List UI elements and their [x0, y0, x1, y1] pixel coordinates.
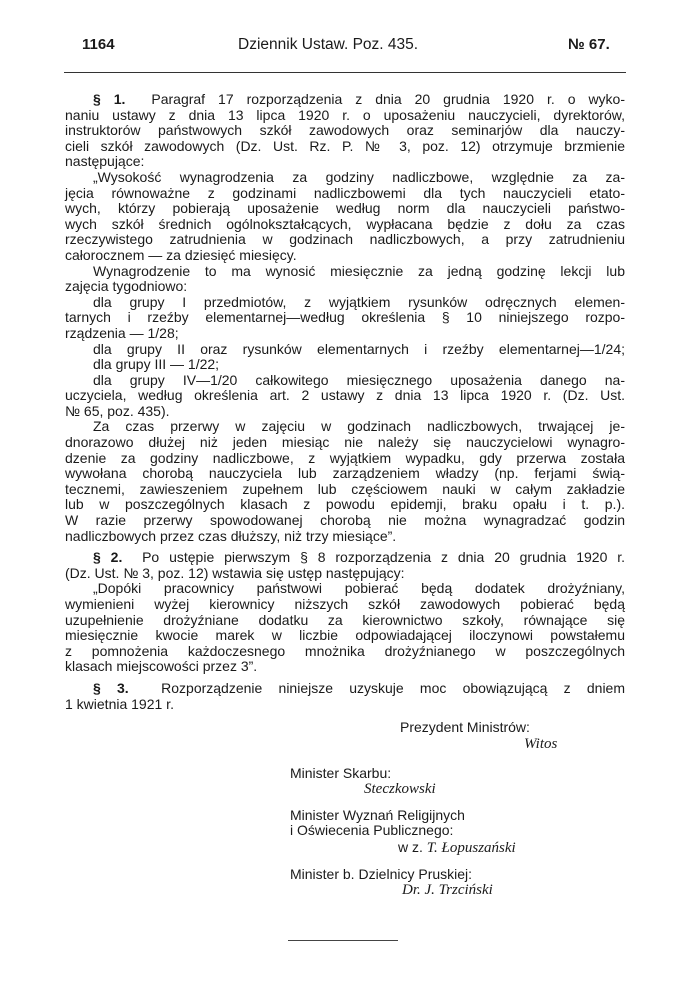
- line: następujące:: [65, 153, 145, 170]
- issue-number: № 67.: [568, 36, 610, 53]
- line: lub w poszczególnych klasach z powodu epidemji, braku opału i t. p.).: [65, 496, 625, 513]
- line: nadliczbowych przez czas dłuższy, niż trzy miesiące”.: [65, 527, 397, 544]
- signature-prefix: w z.: [398, 839, 423, 855]
- line: dla grupy IV—1/20 całkowitego miesięcznego uposażenia danego na-: [93, 371, 625, 388]
- signature-name: T. Łopuszański: [426, 840, 516, 856]
- document-body: [65, 92, 625, 712]
- line: miesięcznie kwocie marek w liczbie odpowiadającej iloczynowi powstałemu: [65, 627, 625, 644]
- line: dnorazowo dłużej niż jeden miesiąc nie należy się nauczycielowi wynagro-: [65, 434, 625, 451]
- section-mark: § 3.: [93, 679, 129, 696]
- text: Po ustępie pierwszym § 8 rozporządzenia z dnia 20 grudnia 1920 r.: [142, 549, 626, 566]
- line: z pomnożenia każdoczesnego mnożnika drożyźnianego w poszczególnych: [65, 642, 625, 659]
- signature-title: Minister b. Dzielnicy Pruskiej:: [290, 866, 473, 882]
- journal-title: Dziennik Ustaw. Poz. 435.: [238, 36, 419, 53]
- signature-name: Steczkowski: [364, 781, 436, 797]
- signature-title: Prezydent Ministrów:: [400, 719, 530, 735]
- line: zajęcia tygodniowo:: [65, 278, 188, 295]
- closing-rule: [288, 940, 398, 941]
- line: wych szkół średnich ogólnokształcących, wypłacana będzie z dołu za czas: [65, 215, 625, 232]
- line: rządzenia — 1/28;: [65, 324, 179, 341]
- signature-name: Witos: [524, 736, 558, 752]
- line: (Dz. Ust. № 3, poz. 12) wstawia się ustęp następujący:: [65, 564, 405, 581]
- paragraph-3-line: [65, 681, 625, 697]
- line: cieli szkół zawodowych (Dz. Ust. Rz. P. № 3, poz. 12) otrzymuje brzmienie: [65, 137, 625, 154]
- line: klasach miejscowości przez 3”.: [65, 658, 258, 675]
- line: Za czas przerwy w zajęciu w godzinach nadliczbowych, trwającej je-: [93, 418, 625, 435]
- signature-title: Minister Wyznań Religijnych: [290, 807, 465, 823]
- line: dla grupy I przedmiotów, z wyjątkiem rysunków odręcznych elemen-: [93, 293, 625, 310]
- line: W razie przerwy spowodowanej chorobą nie można wynagradzać godzin: [65, 512, 625, 529]
- signature-title: Minister Skarbu:: [290, 765, 392, 781]
- line: dzenie za godziny nadliczbowe, z wyjątkiem wypadku, gdy przerwa została: [65, 449, 625, 466]
- paragraph-1-line: [65, 92, 625, 108]
- text: Paragraf 17 rozporządzenia z dnia 20 grudnia 1920 r. o wyko-: [151, 91, 626, 107]
- line: rzeczywistego zatrudnienia w godzinach nadliczbowych, a przy zatrudnieniu: [65, 231, 625, 248]
- section-mark: § 1.: [93, 91, 126, 107]
- line: № 65, poz. 435).: [65, 402, 170, 419]
- line: wywołana chorobą nauczyciela lub zarządzeniem władzy (np. ferjami świą-: [65, 465, 625, 482]
- line: 1 kwietnia 1921 r.: [65, 695, 174, 712]
- line: uczyciela, według określenia art. 2 ustawy z dnia 13 lipca 1920 r. (Dz. Ust.: [65, 387, 625, 404]
- line: uzupełnienie drożyźniane dodatku za kierownictwo szkoły, równające się: [65, 611, 625, 628]
- line: całorocznem — za dziesięć miesięcy.: [65, 246, 297, 263]
- signature-name: Dr. J. Trzciński: [402, 882, 493, 898]
- line: naniu ustawy z dnia 13 lipca 1920 r. o uposażeniu nauczycieli, dyrektorów,: [65, 106, 625, 123]
- line: „Dopóki pracownicy państwowi pobierać będą dodatek drożyźniany,: [93, 580, 625, 597]
- line: jęcia równoważne z godzinami nadliczbowemi dla tych nauczycieli etato-: [65, 184, 625, 201]
- signature-line: [398, 839, 516, 857]
- section-mark: § 2.: [93, 549, 123, 566]
- line: dla grupy II oraz rysunków elementarnych i rzeźby elementarnej—1/24;: [93, 340, 625, 357]
- paragraph-2-line: [65, 550, 625, 566]
- text: Rozporządzenie niniejsze uzyskuje moc obowiązującą z dniem: [161, 679, 625, 696]
- line: wymienieni wyżej kierownicy niższych szkół zawodowych pobierać będą: [65, 596, 625, 612]
- page-number: 1164: [82, 36, 115, 53]
- line: „Wysokość wynagrodzenia za godziny nadliczbowe, względnie za za-: [93, 168, 625, 185]
- line: Wynagrodzenie to ma wynosić miesięcznie za jedną godzinę lekcji lub: [93, 262, 625, 279]
- line: tecznemi, zawieszeniem zupełnem lub częściowem nauki w całym zakładzie: [65, 480, 625, 497]
- signature-title: i Oświecenia Publicznego:: [290, 822, 454, 838]
- line: wych, którzy pobierają uposażenie według norm dla nauczycieli państwo-: [65, 200, 625, 217]
- header-rule: [64, 72, 626, 73]
- line: tarnych i rzeźby elementarnej—według określenia § 10 niniejszego rozpo-: [65, 309, 625, 326]
- line: dla grupy III — 1/22;: [93, 356, 220, 373]
- line: instruktorów państwowych szkół zawodowych oraz seminarjów dla nauczy-: [65, 122, 625, 139]
